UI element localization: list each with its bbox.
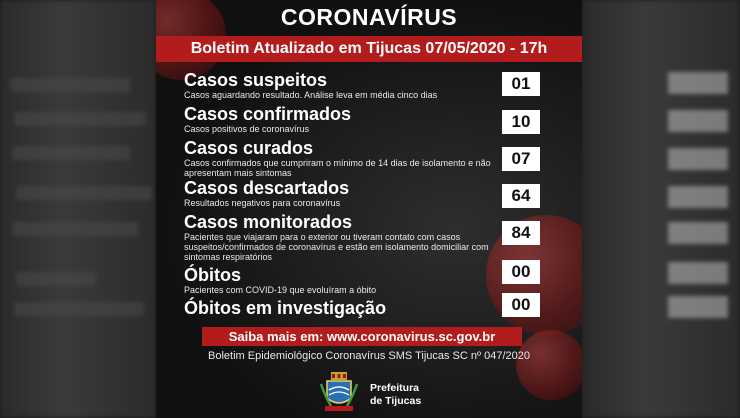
background-smear [16, 186, 152, 200]
stat-label: Casos monitorados [184, 212, 353, 232]
stat-value: 64 [502, 184, 540, 208]
stat-value: 01 [502, 72, 540, 96]
stat-row-descartados [184, 178, 494, 208]
stat-description: Pacientes com COVID-19 que evoluíram a óbito [184, 285, 377, 295]
stat-label: Óbitos em investigação [184, 298, 387, 318]
organization-name [370, 382, 421, 408]
bulletin-card [156, 0, 582, 418]
info-link[interactable]: Saiba mais em: www.coronavirus.sc.gov.br [202, 327, 522, 346]
background-smear [668, 186, 728, 208]
background-smear [14, 112, 146, 126]
stat-value: 00 [502, 260, 540, 284]
background-smear [16, 272, 96, 286]
background-smear [668, 72, 728, 94]
stat-description: Casos positivos de coronavírus [184, 124, 310, 134]
organization-line: Prefeitura [370, 382, 420, 394]
stat-row-monitorados [184, 212, 494, 262]
organization-line: de Tijucas [370, 395, 422, 407]
stat-description: Casos confirmados que cumpriram o mínimo de 14 dias de isolamento e não apresentam mais sintomas [184, 158, 491, 178]
blurred-background-right [582, 0, 740, 418]
stat-description: Resultados negativos para coronavírus [184, 198, 341, 208]
stat-value: 84 [502, 221, 540, 245]
background-smear [668, 262, 728, 284]
background-smear [668, 222, 728, 244]
page-title: CORONAVÍRUS [280, 4, 458, 30]
stat-row-curados [184, 138, 494, 178]
municipal-coat-of-arms-icon [317, 370, 361, 414]
stat-description: Pacientes que viajaram para o exterior ou tiveram contato com casos suspeitos/confirmados de coronavírus e estão em isolamento domiciliar com sintomas respiratórios [184, 232, 489, 262]
background-smear [14, 302, 144, 316]
background-smear [12, 222, 138, 236]
background-smear [668, 296, 728, 318]
virus-illustration [516, 330, 582, 400]
background-smear [10, 78, 130, 92]
background-smear [668, 148, 728, 170]
stat-row-suspeitos [184, 70, 494, 100]
stat-value: 10 [502, 110, 540, 134]
stat-label: Óbitos [184, 265, 241, 285]
background-smear [12, 146, 130, 160]
stat-value: 07 [502, 147, 540, 171]
stat-label: Casos curados [184, 138, 314, 158]
stat-label: Casos descartados [184, 178, 350, 198]
stat-label: Casos confirmados [184, 104, 352, 124]
stat-label: Casos suspeitos [184, 70, 328, 90]
blurred-background-left [0, 0, 156, 418]
stat-value: 00 [502, 293, 540, 317]
stat-row-obitos [184, 265, 494, 295]
update-banner: Boletim Atualizado em Tijucas 07/05/2020 - 17h [156, 36, 582, 62]
stat-row-obitos-investigacao [184, 298, 494, 318]
stat-row-confirmados [184, 104, 494, 134]
bulletin-caption: Boletim Epidemiológico Coronavírus SMS Tijucas SC nº 047/2020 [208, 350, 530, 362]
background-smear [668, 110, 728, 132]
stat-description: Casos aguardando resultado. Análise leva em média cinco dias [184, 90, 438, 100]
